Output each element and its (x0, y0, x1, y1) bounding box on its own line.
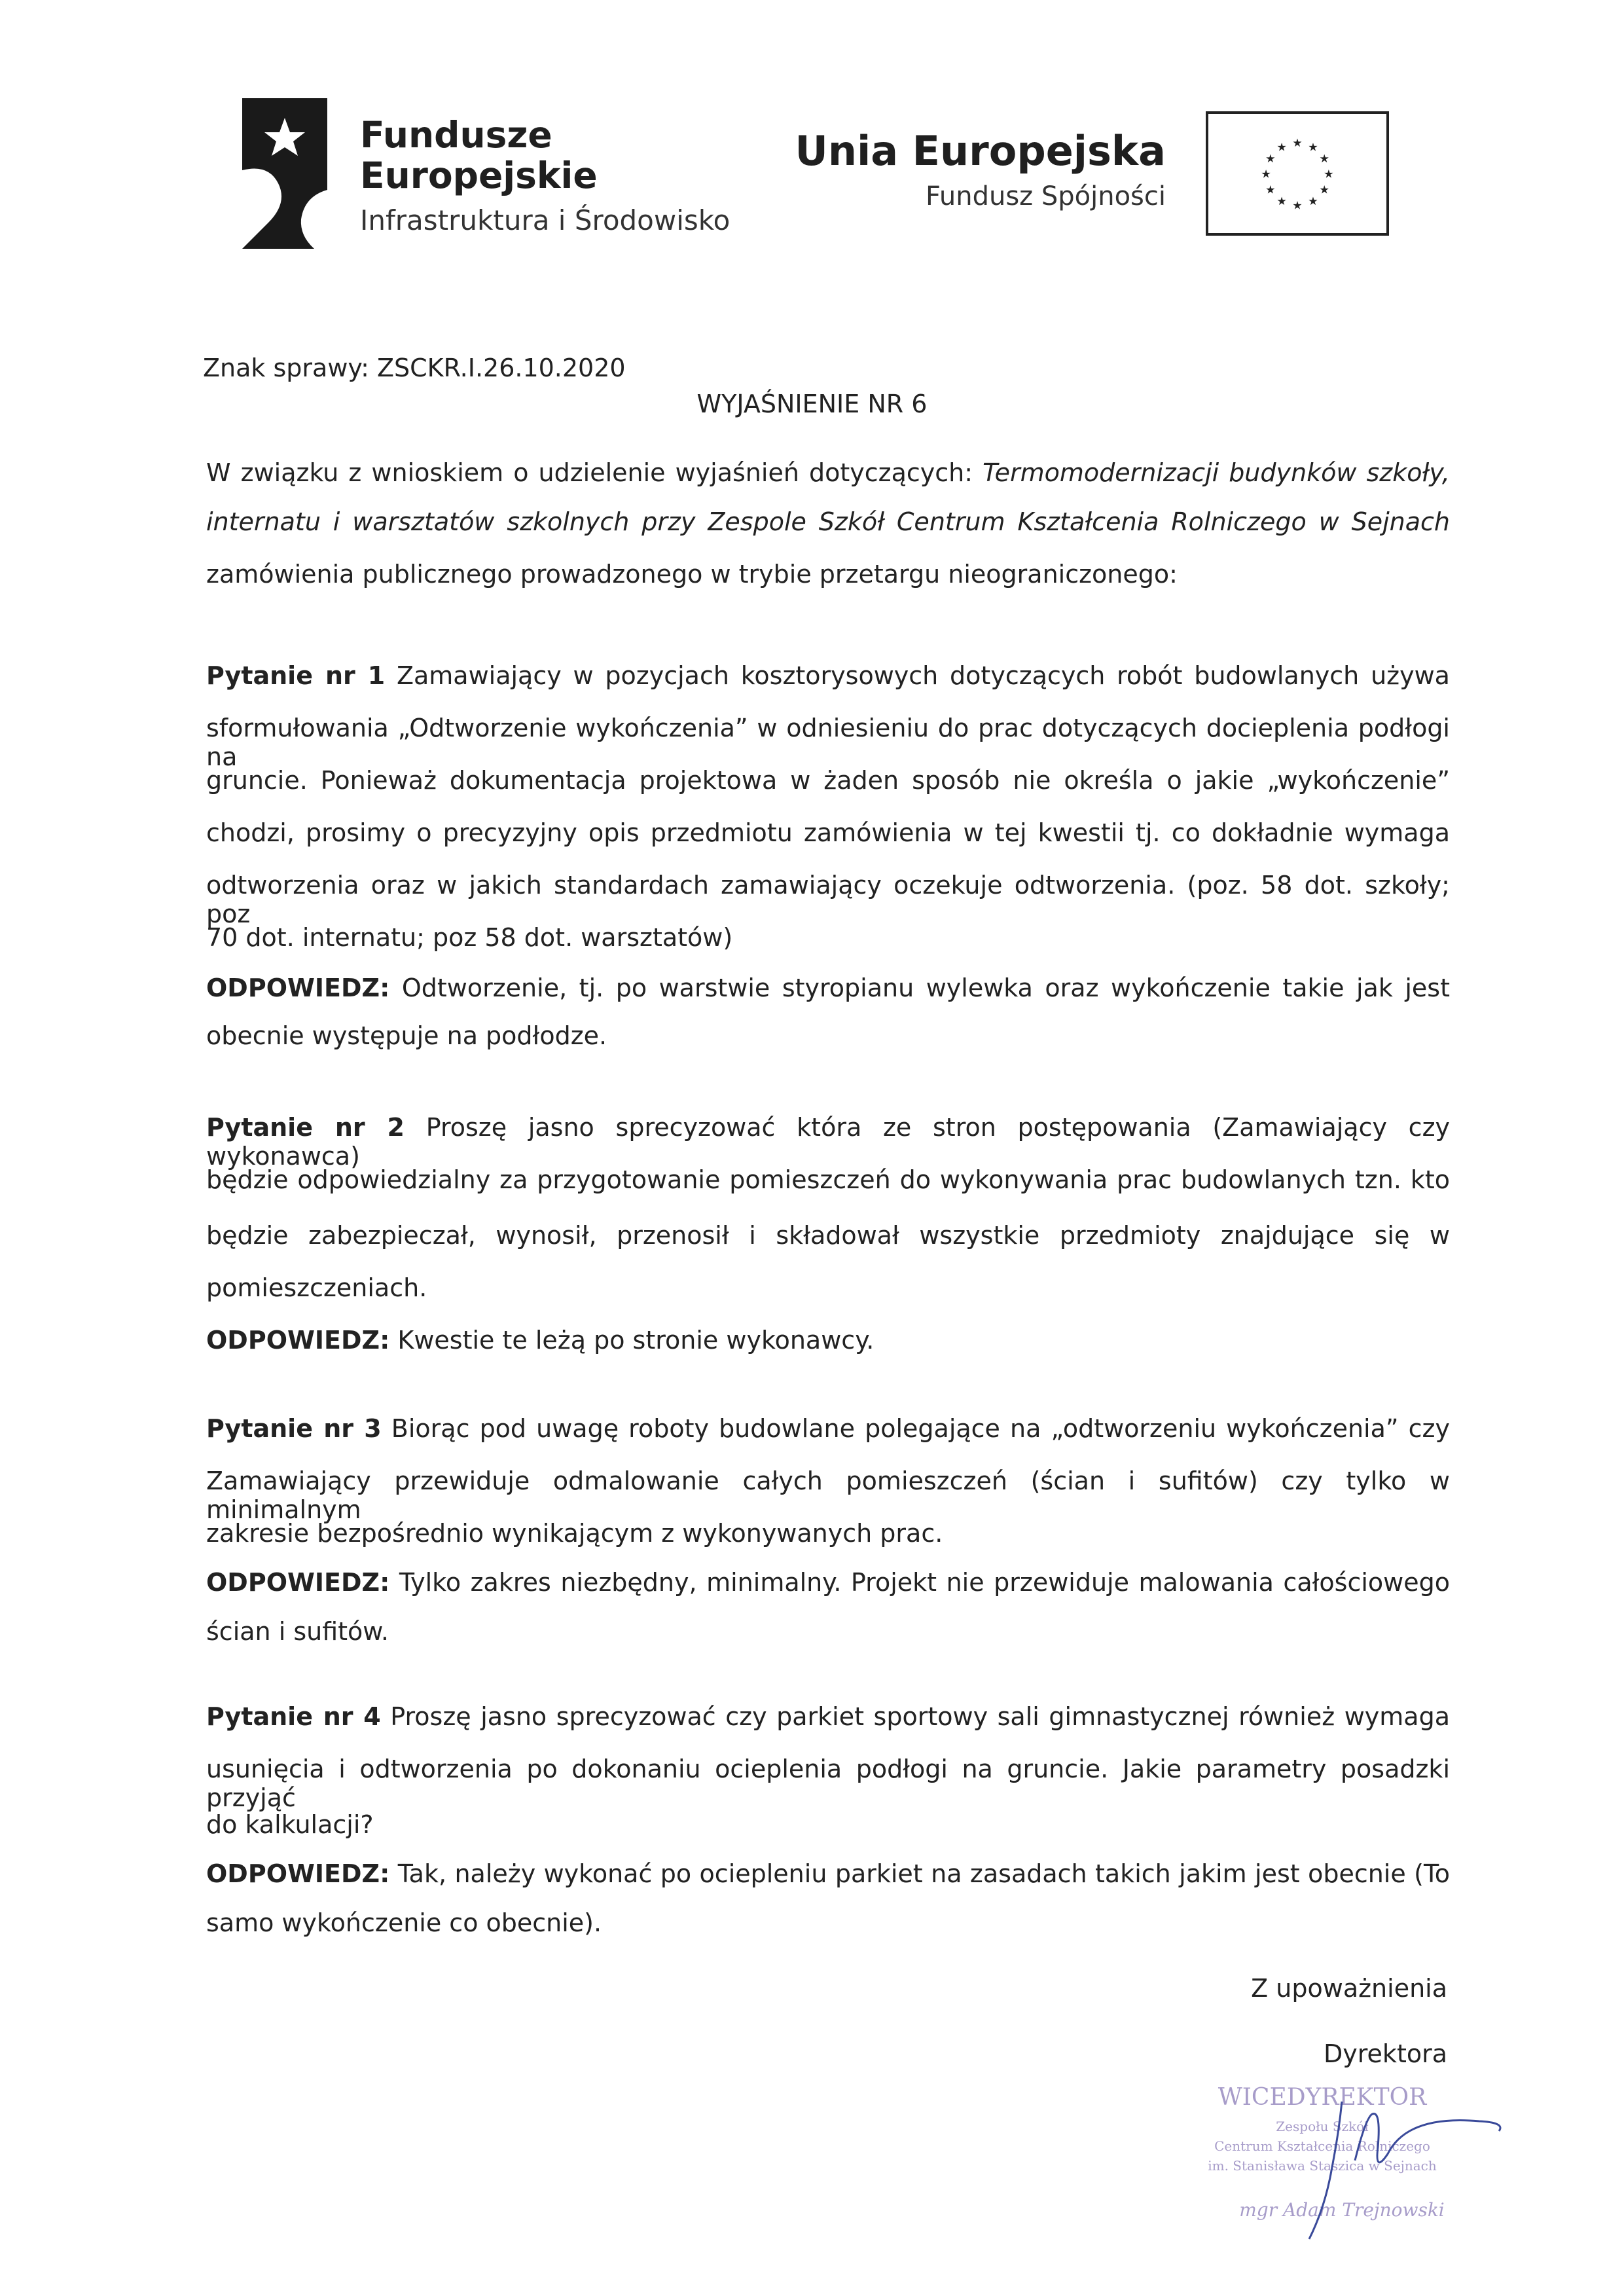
q2-line-2: będzie odpowiedzialny za przygotowanie pomieszczeń do wykonywania prac budowlanych tzn. kto (206, 1165, 1450, 1194)
signature-line-2: Dyrektora (1324, 2039, 1447, 2068)
stamp-name: mgr Adam Trejnowski (1239, 2199, 1445, 2221)
svg-text:★: ★ (1319, 152, 1329, 166)
q2-text: Proszę jasno sprecyzować która ze stron postępowania (Zamawiający czy wykonawca) (206, 1113, 1450, 1171)
stamp-line-2: Zespołu Szkół (1276, 2119, 1369, 2134)
stamp-title: WICEDYREKTOR (1218, 2084, 1427, 2111)
a3-text: Tylko zakres niezbędny, minimalny. Projekt nie przewiduje malowania całościowego (399, 1568, 1450, 1597)
unia-europejska-text (795, 128, 1166, 214)
document-title: WYJAŚNIENIE NR 6 (696, 390, 928, 418)
svg-text:★: ★ (1292, 199, 1303, 213)
a1-label: ODPOWIEDZ: (206, 974, 390, 1002)
eu-flag-icon (1206, 111, 1389, 236)
official-stamp-icon (1191, 2075, 1519, 2246)
q3-line-3: zakresie bezpośrednio wynikającym z wykonywanych prac. (206, 1519, 943, 1548)
svg-text:★: ★ (1265, 183, 1276, 197)
intro-line-2: internatu i warsztatów szkolnych przy Zespole Szkół Centrum Kształcenia Rolniczego w Sejnach (206, 507, 1450, 536)
svg-text:★: ★ (1308, 194, 1318, 208)
a1-text: Odtworzenie, tj. po warstwie styropianu wylewka oraz wykończenie takie jak jest (401, 974, 1450, 1002)
a2-label: ODPOWIEDZ: (206, 1326, 390, 1355)
signature-line-1: Z upoważnienia (1251, 1974, 1447, 2003)
a2-line-1 (206, 1326, 1450, 1355)
svg-text:★: ★ (1276, 141, 1287, 155)
a3-label: ODPOWIEDZ: (206, 1568, 390, 1597)
a2-text: Kwestie te leżą po stronie wykonawcy. (397, 1326, 875, 1355)
svg-text:★: ★ (1261, 168, 1271, 181)
q4-label: Pytanie nr 4 (206, 1702, 381, 1731)
q3-line-2: Zamawiający przewiduje odmalowanie całych pomieszczeń (ścian i sufitów) czy tylko w minimalnym (206, 1467, 1450, 1524)
a4-text: Tak, należy wykonać po ociepleniu parkiet na zasadach takich jakim jest obecnie (To (397, 1859, 1450, 1888)
a1-line-1 (206, 974, 1450, 1002)
q4-line-3: do kalkulacji? (206, 1810, 374, 1839)
svg-text:★: ★ (1319, 183, 1329, 197)
a3-line-2: ścian i sufitów. (206, 1617, 389, 1646)
intro-subject-1: Termomodernizacji budynków szkoły, (983, 458, 1451, 487)
q4-line-2: usunięcia i odtworzenia po dokonaniu ocieplenia podłogi na gruncie. Jakie parametry posadzki przyjąć (206, 1755, 1450, 1812)
q1-line-4: chodzi, prosimy o precyzyjny opis przedmiotu zamówienia w tej kwestii tj. co dokładnie wymaga (206, 818, 1450, 847)
fundusze-europejskie-logo-icon (242, 98, 327, 249)
q1-line-3: gruncie. Ponieważ dokumentacja projektowa w żaden sposób nie określa o jakie „wykończenie” (206, 766, 1450, 795)
q1-line-1 (206, 661, 1450, 690)
a4-line-1 (206, 1859, 1450, 1888)
q1-line-2: sformułowania „Odtworzenie wykończenia” w odniesieniu do prac dotyczących docieplenia podłogi na (206, 714, 1450, 771)
fe-line3: Infrastruktura i Środowisko (360, 204, 731, 236)
svg-text:★: ★ (1276, 194, 1287, 208)
q3-text: Biorąc pod uwagę roboty budowlane polegające na „odtworzeniu wykończenia” czy (391, 1414, 1450, 1443)
q2-line-3: będzie zabezpieczał, wynosił, przenosił i składował wszystkie przedmioty znajdujące się w (206, 1221, 1450, 1250)
stamp-line-4: im. Stanisława Staszica w Sejnach (1208, 2158, 1437, 2174)
a1-line-2: obecnie występuje na podłodze. (206, 1021, 607, 1050)
fundusze-europejskie-text (360, 115, 730, 240)
ue-title: Unia Europejska (795, 127, 1166, 175)
q3-label: Pytanie nr 3 (206, 1414, 382, 1443)
ue-sub: Fundusz Spójności (926, 181, 1166, 211)
q4-line-1 (206, 1702, 1450, 1731)
q3-line-1 (206, 1414, 1450, 1443)
intro-line-3: zamówienia publicznego prowadzonego w trybie przetargu nieograniczonego: (206, 560, 1178, 589)
q1-line-5: odtworzenia oraz w jakich standardach zamawiający oczekuje odtworzenia. (poz. 58 dot. szkoły; poz (206, 871, 1450, 928)
q1-text: Zamawiający w pozycjach kosztorysowych dotyczących robót budowlanych używa (396, 661, 1450, 690)
q4-text: Proszę jasno sprecyzować czy parkiet sportowy sali gimnastycznej również wymaga (390, 1702, 1450, 1731)
intro-prefix: W związku z wnioskiem o udzielenie wyjaśnień dotyczących: (206, 458, 983, 487)
a4-label: ODPOWIEDZ: (206, 1859, 390, 1888)
q1-line-6: 70 dot. internatu; poz 58 dot. warsztatów) (206, 923, 733, 952)
fe-line2: Europejskie (360, 155, 598, 196)
fe-line1: Fundusze (360, 114, 552, 156)
q2-label: Pytanie nr 2 (206, 1113, 405, 1142)
stamp-line-3: Centrum Kształcenia Rolniczego (1214, 2138, 1430, 2154)
q2-line-1 (206, 1113, 1450, 1171)
svg-text:★: ★ (1265, 152, 1276, 166)
q2-line-4: pomieszczeniach. (206, 1273, 427, 1302)
intro-line-1 (206, 458, 1450, 487)
case-number: Znak sprawy: ZSCKR.I.26.10.2020 (203, 354, 626, 382)
a4-line-2: samo wykończenie co obecnie). (206, 1908, 602, 1937)
a3-line-1 (206, 1568, 1450, 1597)
svg-text:★: ★ (1292, 136, 1303, 150)
svg-text:★: ★ (1324, 168, 1334, 181)
q1-label: Pytanie nr 1 (206, 661, 386, 690)
svg-text:★: ★ (1308, 141, 1318, 155)
